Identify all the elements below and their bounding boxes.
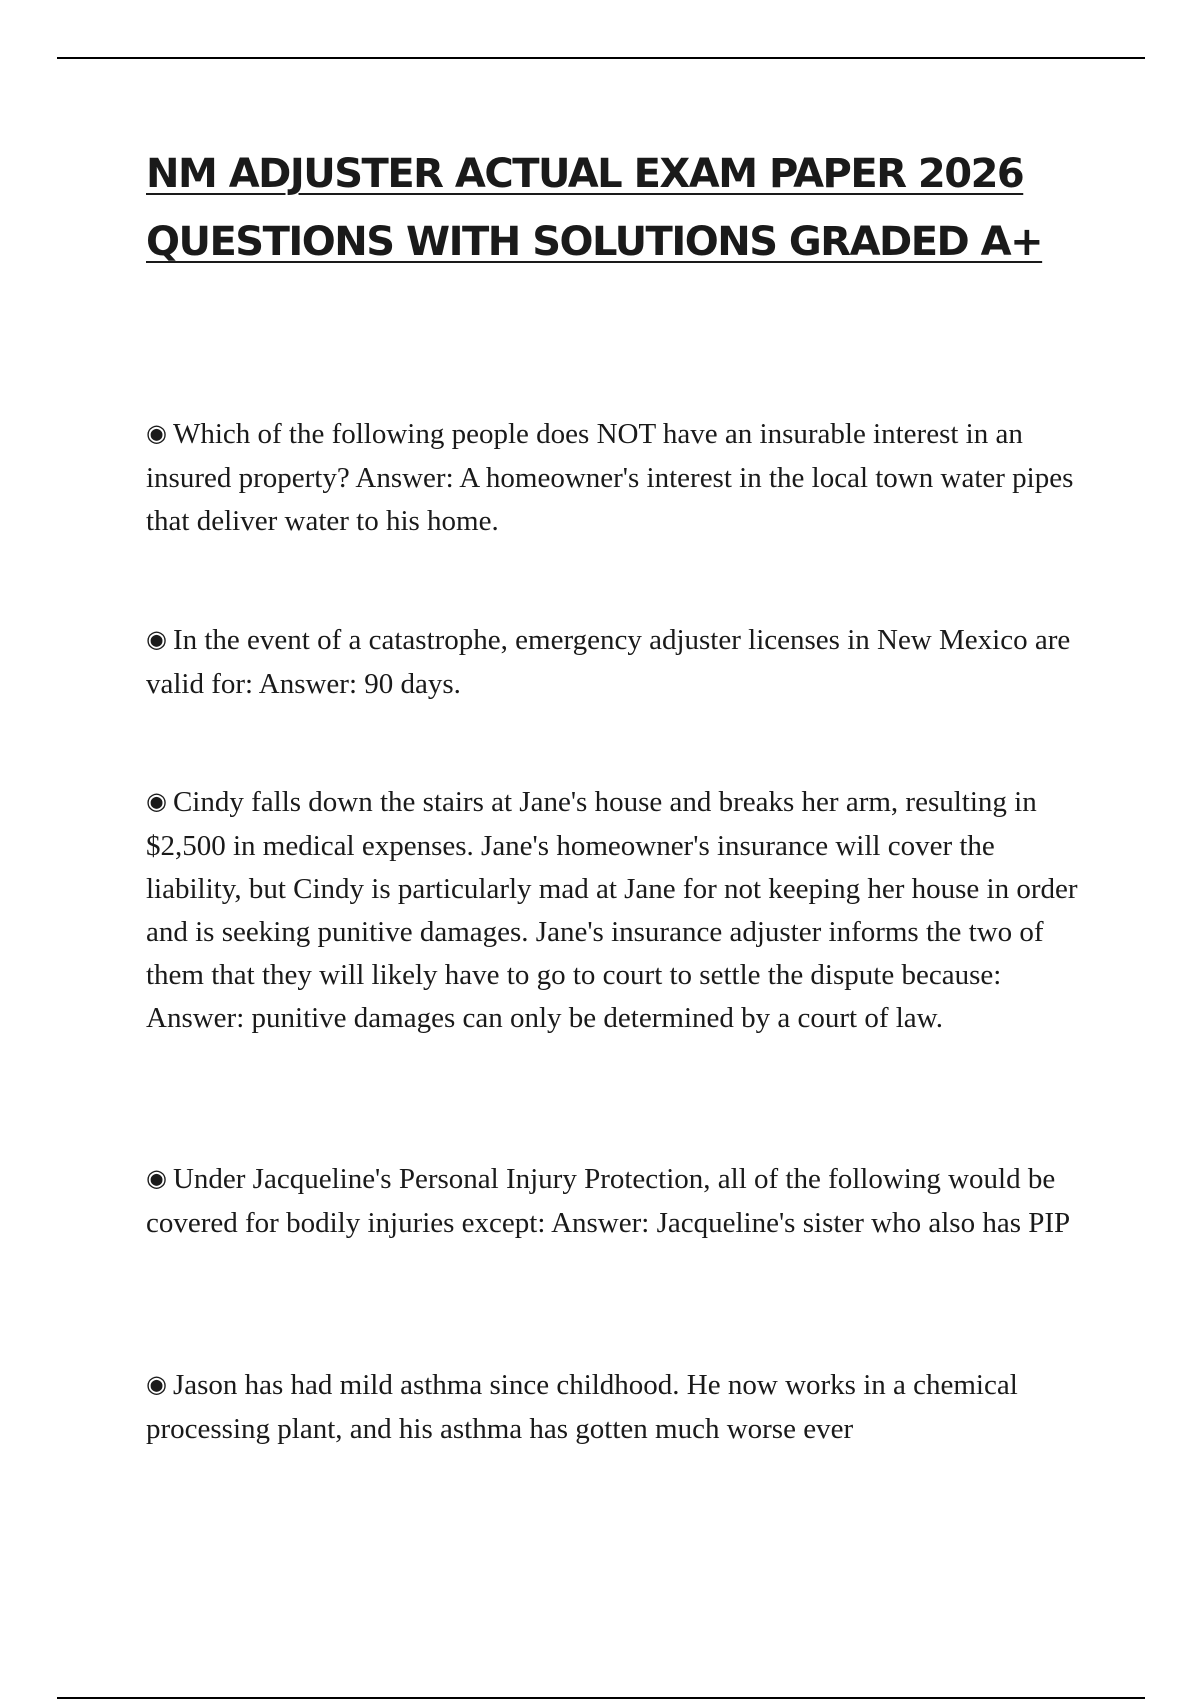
radio-bullet-icon: ◉	[146, 1370, 167, 1398]
radio-bullet-icon: ◉	[146, 787, 167, 815]
document-title-line-1: NM ADJUSTER ACTUAL EXAM PAPER 2026	[146, 151, 1024, 197]
question-answer-item	[146, 413, 1096, 543]
radio-bullet-icon: ◉	[146, 419, 167, 447]
document-title-line-2: QUESTIONS WITH SOLUTIONS GRADED A+	[146, 219, 1043, 265]
question-answer-item	[146, 1364, 1096, 1451]
question-answer-item	[146, 781, 1096, 1040]
radio-bullet-icon: ◉	[146, 625, 167, 653]
question-answer-text: Which of the following people does NOT have an insurable interest in an insured property? Answer: A homeowner's interest in the local town water pipes that deliver water to his home.	[146, 418, 1074, 537]
radio-bullet-icon: ◉	[146, 1164, 167, 1192]
question-answer-text: Cindy falls down the stairs at Jane's house and breaks her arm, resulting in $2,500 in medical expenses. Jane's homeowner's insurance will cover the liability, but Cindy is particularly mad at Jane for not keeping her house in order and is seeking punitive damages. Jane's insurance adjuster informs the two of them that they will likely have to go to court to settle the dispute because: Answer: punitive damages can only be determined by a court of law.	[146, 786, 1078, 1034]
document-title	[146, 140, 1086, 276]
bottom-divider	[57, 1697, 1145, 1699]
question-answer-text: Jason has had mild asthma since childhood. He now works in a chemical processing plant, and his asthma has gotten much worse ever	[146, 1369, 1018, 1445]
question-answer-item	[146, 619, 1096, 706]
question-answer-text: In the event of a catastrophe, emergency adjuster licenses in New Mexico are valid for: Answer: 90 days.	[146, 624, 1071, 700]
question-answer-text: Under Jacqueline's Personal Injury Protection, all of the following would be covered for bodily injuries except: Answer: Jacqueline's sister who also has PIP	[146, 1163, 1071, 1239]
question-answer-item	[146, 1158, 1096, 1245]
top-divider	[57, 57, 1145, 59]
